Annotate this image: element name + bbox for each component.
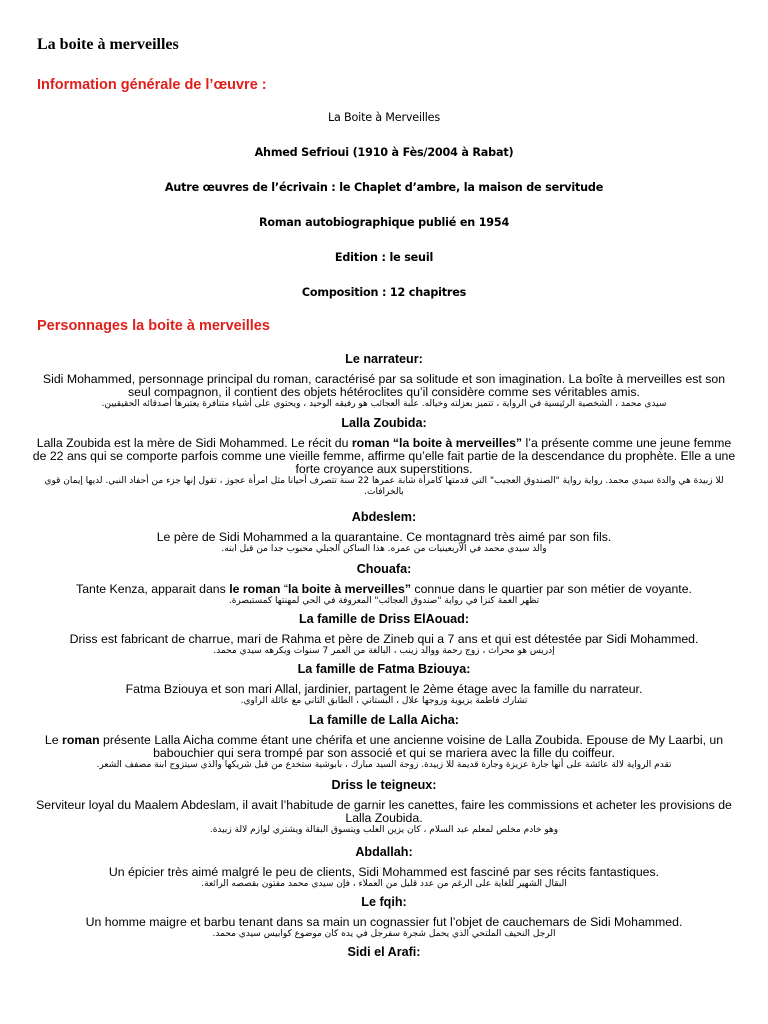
character-famille-lalla-aicha (30, 713, 738, 771)
description-text: Lalla Zoubida est la mère de Sidi Mohammed. Le récit du (36, 436, 352, 450)
character-famille-driss-elaouad (30, 612, 738, 657)
characters-heading: Personnages la boite à merveilles (37, 318, 270, 334)
character-description-fr: Serviteur loyal du Maalem Abdeslam, il avait l’habitude de garnir les canettes, faire les commissions et acheter les provisions de Lalla Zoubida. (36, 798, 732, 825)
character-description-ar: تظهر العمة كنزا في رواية "صندوق العجائب" المعروفة في الحي لمهنتها كمستبصرة. (228, 596, 540, 606)
character-lalla-zoubida (30, 416, 738, 498)
character-description-fr (30, 734, 738, 760)
book-title-line (0, 111, 768, 124)
character-description-ar: سيدي محمد ، الشخصية الرئيسية في الرواية ، تتميز بعزلته وخياله. علبة العجائب هو رفيقه الوحيد ، ويحتوي على أشياء متنافرة يعتبرها أصدقائه الحقيقيين. (101, 399, 667, 409)
description-text: Le (44, 733, 63, 747)
character-abdallah (30, 845, 738, 890)
character-famille-fatma-bziouya (30, 662, 738, 707)
character-name: Le narrateur: (345, 352, 423, 366)
character-name: La famille de Driss ElAouad: (298, 612, 470, 626)
description-text: “ (280, 582, 288, 596)
character-name: Sidi el Arafi: (347, 945, 421, 959)
description-text: Tante Kenza, apparait dans (76, 582, 230, 596)
character-abdeslem (30, 510, 738, 555)
character-name: La famille de Fatma Bziouya: (297, 662, 471, 676)
character-name: Abdallah: (355, 845, 413, 859)
character-description-ar: تقدم الرواية لالة عائشة على أنها جارة عزيزة وجارة قديمة للا زبيدة. زوجة السيد مبارك ، بابوشية ستخدع من قبل شريكها والذي سيتزوج ابنة مصفف الشعر. (96, 760, 672, 770)
character-description-ar: الرجل النحيف الملتحي الذي يحمل شجرة سفرجل في يده كان موضوع كوابيس سيدي محمد. (212, 929, 556, 939)
document-title: La boite à merveilles (37, 36, 179, 53)
character-description-fr: Le père de Sidi Mohammed a la quarantaine. Ce montagnard très aimé par son fils. (156, 530, 612, 544)
character-name: Abdeslem: (351, 510, 417, 524)
other-works-line: Autre œuvres de l’écrivain : le Chaplet d’ambre, la maison de servitude (164, 181, 604, 194)
character-name: Le fqih: (361, 895, 407, 909)
character-name: Chouafa: (356, 562, 412, 576)
description-bold-text: roman “la boite à merveilles” (351, 436, 523, 450)
description-bold-text: roman (62, 733, 100, 747)
composition-line: Composition : 12 chapitres (301, 286, 467, 299)
character-description-fr: Sidi Mohammed, personnage principal du roman, caractérisé par sa solitude et son imagination. La boîte à merveilles est son seul compagnon, il contient des objets hétéroclites qu’il considère comme ses véritables amis. (42, 372, 726, 399)
general-info-heading: Information générale de l’œuvre : (37, 77, 267, 93)
character-narrateur (30, 352, 738, 410)
character-description-ar: للا زبيدة هي والدة سيدي محمد. رواية رواية "الصندوق العجيب" التي قدمتها كامرأة شابة عمرها 22 سنة تتصرف أحيانا مثل امرأة عجوز ، تقول إنها جزء من أحفاد النبي. لديها إيمان قوي بالخرافات. (44, 476, 724, 497)
book-title-text: La Boite à Merveilles (328, 111, 440, 124)
author-line: Ahmed Sefrioui (1910 à Fès/2004 à Rabat) (254, 146, 514, 159)
genre-line: Roman autobiographique publié en 1954 (258, 216, 510, 229)
character-sidi-el-arafi (30, 945, 738, 960)
description-text: présente Lalla Aicha comme étant une chérifa et une ancienne voisine de Lalla Zoubida. Epouse de My Laarbi, un babouchier qui sera trompé par son associé et qui se mariera avec la fille du coiffeur. (99, 733, 724, 760)
character-name: La famille de Lalla Aicha: (308, 713, 459, 727)
character-le-fqih (30, 895, 738, 940)
character-description-fr: Un homme maigre et barbu tenant dans sa main un cognassier fut l’objet de cauchemars de Sidi Mohammed. (85, 915, 683, 929)
description-bold-text: la boite à merveilles” (287, 582, 411, 596)
character-description-fr: Fatma Bziouya et son mari Allal, jardinier, partagent le 2ème étage avec la famille du narrateur. (125, 682, 643, 696)
character-name: Lalla Zoubida: (341, 416, 427, 430)
description-text: connue dans le quartier par son métier de voyante. (411, 582, 692, 596)
character-description-fr (30, 437, 738, 476)
character-description-ar: تشارك فاطمة بزيوية وزوجها علال ، البستاني ، الطابق الثاني مع عائلة الراوي. (240, 696, 528, 706)
character-description-ar: والد سيدي محمد في الأربعينيات من عمره. هذا الساكن الجبلي محبوب جدا من قبل ابنه. (221, 544, 547, 554)
character-description-fr (30, 583, 738, 596)
character-chouafa (30, 562, 738, 607)
edition-line: Edition : le seuil (334, 251, 434, 264)
description-bold-text: le roman (229, 582, 281, 596)
character-description-fr: Un épicier très aimé malgré le peu de clients, Sidi Mohammed est fasciné par ses récits fantastiques. (108, 865, 660, 879)
description-text: l’a présente comme une jeune femme de 22 ans qui se comporte parfois comme une vieille femme, affirme qu’elle fait partie de la descendance du prophète. Elle a une forte croyance aux superstitions. (32, 436, 736, 476)
character-name: Driss le teigneux: (331, 778, 437, 792)
character-driss-le-teigneux (30, 778, 738, 836)
character-description-ar: البقال الشهير للغاية على الرغم من عدد قليل من العملاء ، فإن سيدي محمد مفتون بقصصه الرائعة. (201, 879, 567, 889)
character-description-ar: إدريس هو محراث ، زوج رحمة ووالد زينب ، البالغة من العمر 7 سنوات ويكرهه سيدي محمد. (213, 646, 555, 656)
character-description-ar: وهو خادم مخلص لمعلم عبد السلام ، كان يزين العلب ويتسوق البقالة ويشتري لوازم لالة زبيدة. (209, 825, 559, 835)
character-description-fr: Driss est fabricant de charrue, mari de Rahma et père de Zineb qui a 7 ans et qui est détestée par Sidi Mohammed. (69, 632, 699, 646)
